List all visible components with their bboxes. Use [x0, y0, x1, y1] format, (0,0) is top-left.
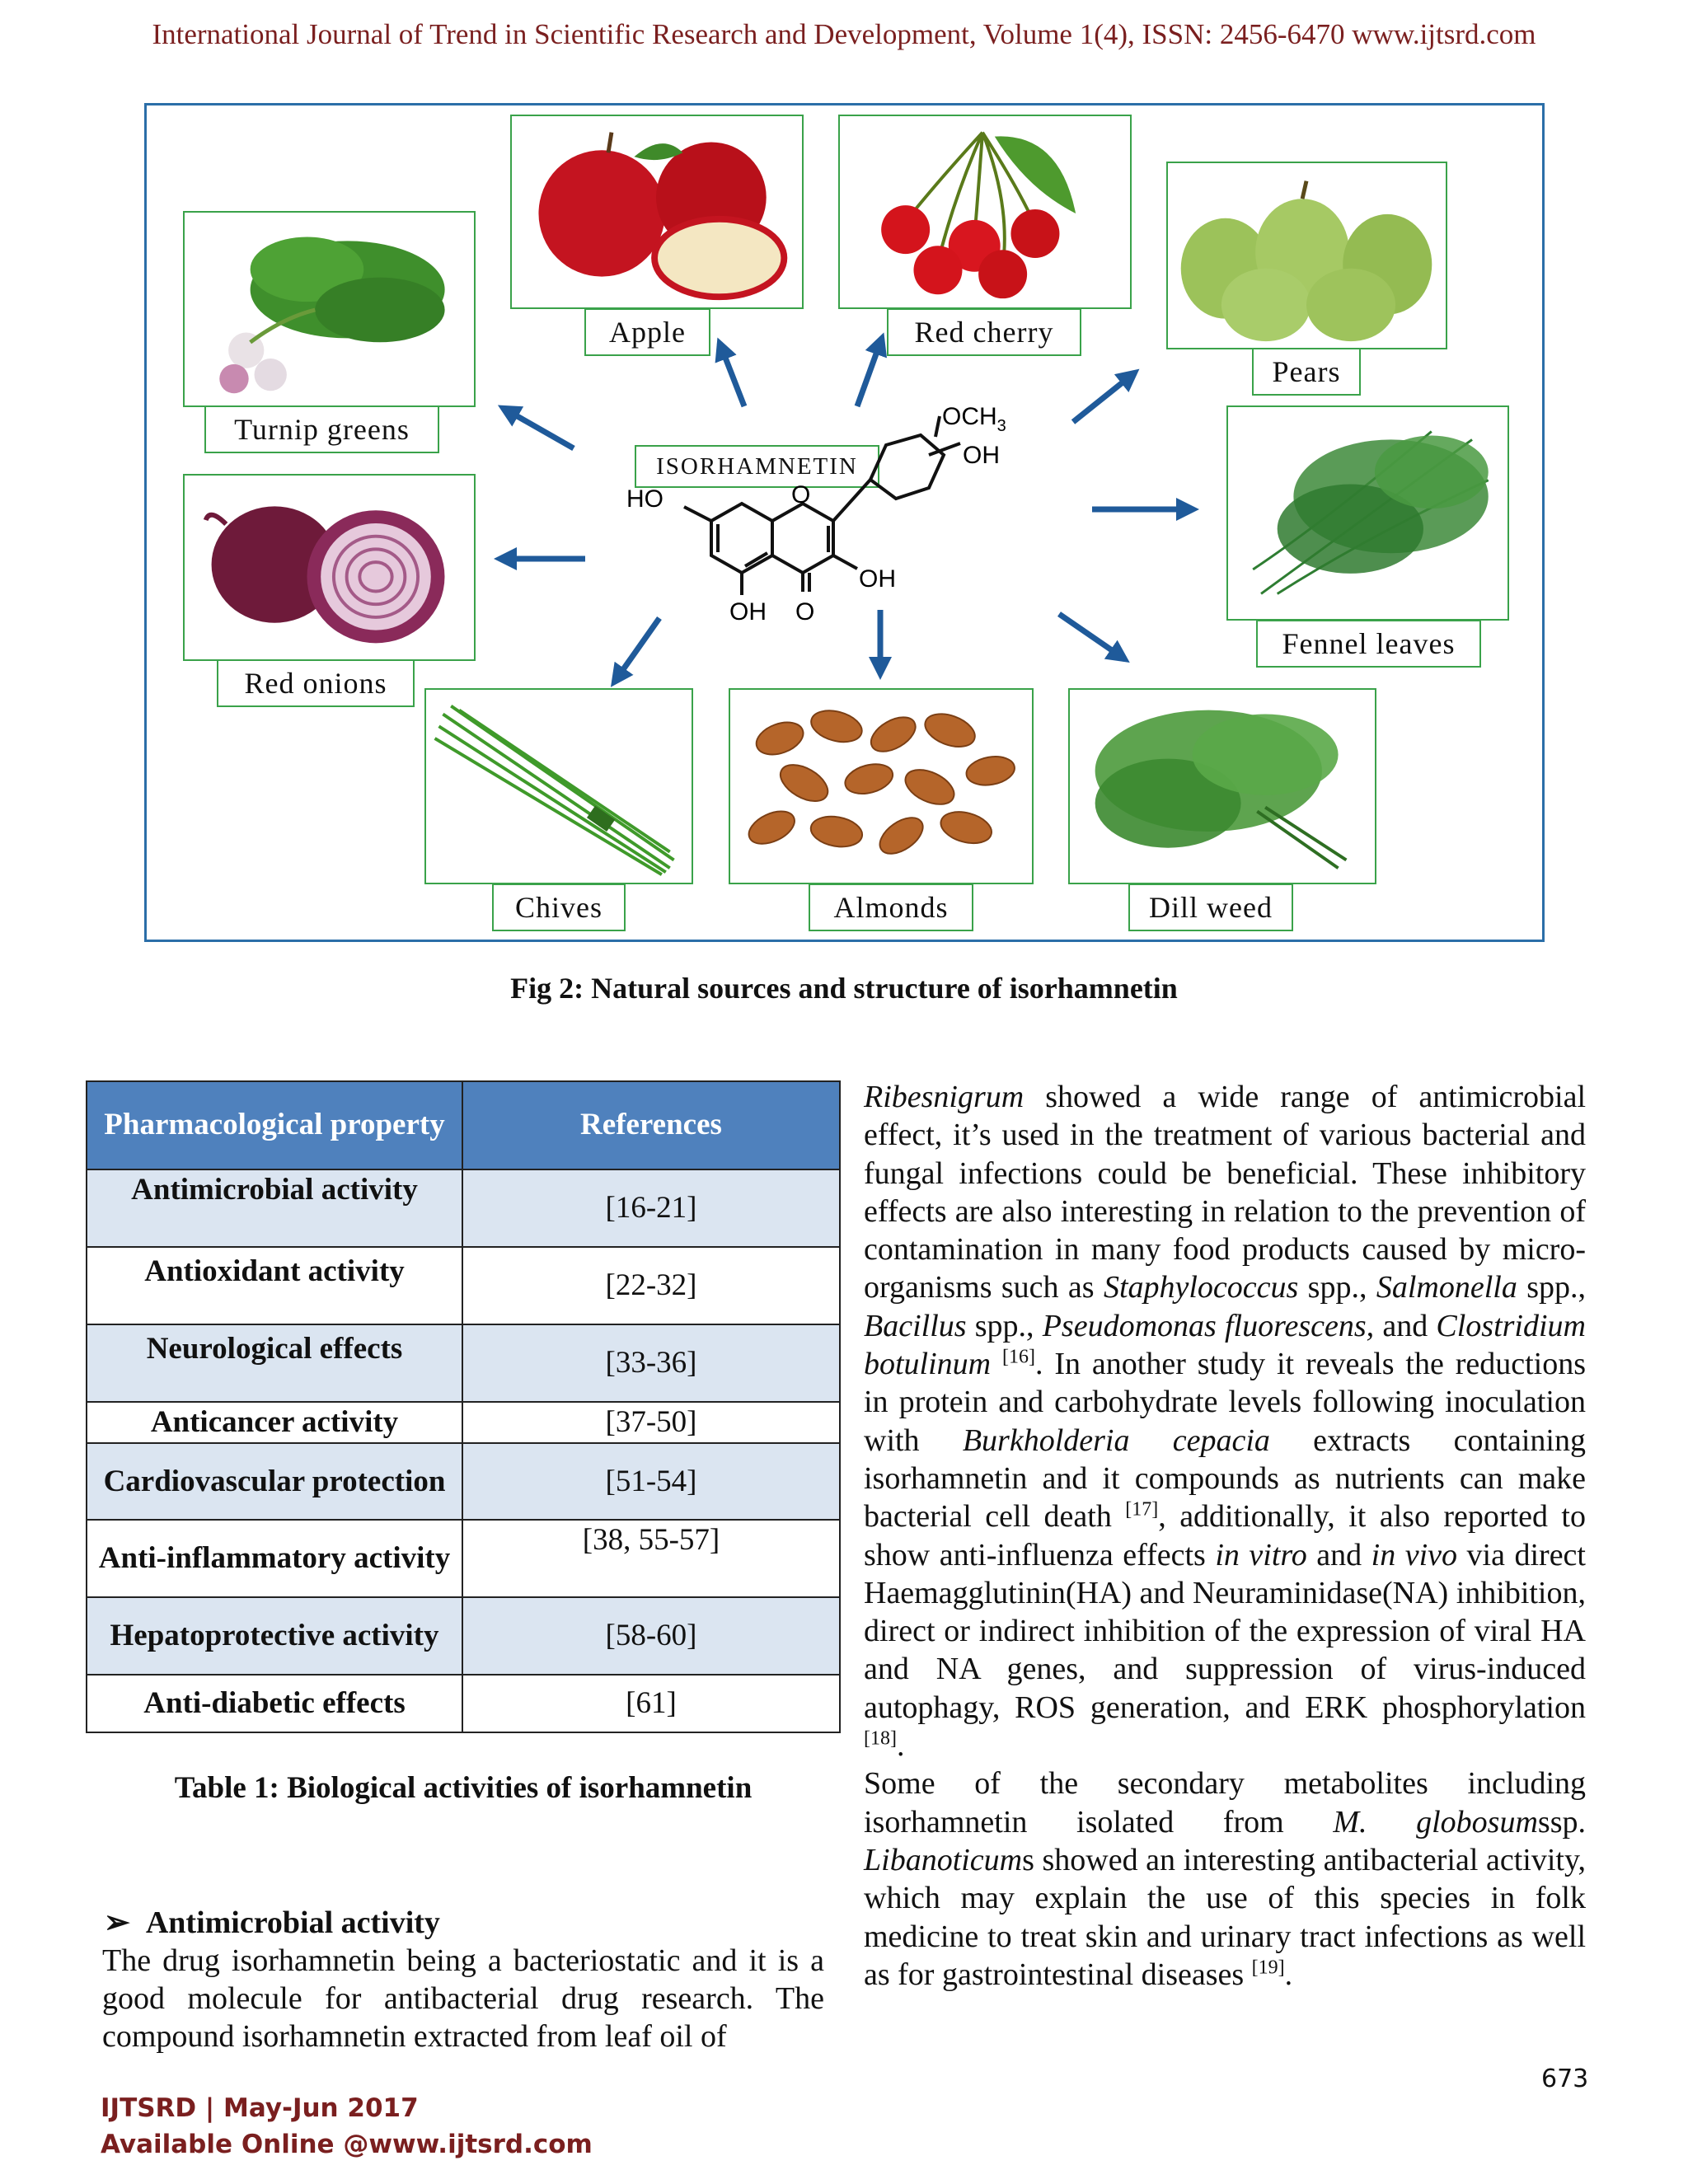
apple-image [510, 115, 804, 309]
arrow-to-apple [720, 343, 744, 406]
footer-line-2: Available Online @www.ijtsrd.com [101, 2130, 593, 2159]
page-number: 673 [1541, 2064, 1589, 2093]
table-cell-property: Antimicrobial activity [87, 1169, 462, 1247]
section-heading [104, 1904, 440, 1941]
table-cell-property: Antioxidant activity [87, 1247, 462, 1324]
footer-line-1: IJTSRD | May-Jun 2017 [101, 2093, 419, 2123]
table-cell-property: Anti-diabetic effects [87, 1675, 462, 1732]
table-cell-property: Anti-inflammatory activity [87, 1520, 462, 1597]
citation: [18] [864, 1727, 897, 1750]
isorhamnetin-structure [626, 404, 1088, 643]
table-row [87, 1169, 840, 1247]
table-row [87, 1402, 840, 1443]
table-row [87, 1324, 840, 1402]
right-column [864, 1078, 1586, 1994]
table-row [87, 1675, 840, 1732]
right-paragraph-2: Some of the secondary metabolites including isorhamnetin isolated from M. globosumssp. Libanoticums showed an interesting antibacterial activity, which may explain the use of this species in folk medicine to treat skin and urinary tract infections as well as for gastrointestinal diseases [19]. [864, 1766, 1586, 1992]
citation: [16] [1002, 1346, 1035, 1368]
label-dill-weed: Dill weed [1128, 883, 1293, 931]
section-heading-text: Antimicrobial activity [145, 1905, 440, 1940]
table-caption: Table 1: Biological activities of isorhamnetin [174, 1771, 753, 1805]
figure-caption: Fig 2: Natural sources and structure of isorhamnetin [510, 972, 1178, 1005]
table-cell-property: Hepatoprotective activity [87, 1597, 462, 1675]
dill-weed-image [1068, 688, 1376, 884]
fennel-leaves-image [1226, 405, 1509, 621]
table-row [87, 1247, 840, 1324]
label-red-cherry: Red cherry [887, 308, 1081, 356]
table-row [87, 1597, 840, 1675]
biological-activities-table [86, 1080, 841, 1733]
red-onions-image [183, 474, 476, 661]
label-turnip-greens: Turnip greens [204, 405, 439, 453]
table-cell-ref: [58-60] [462, 1597, 840, 1675]
table-cell-ref: [16-21] [462, 1169, 840, 1247]
label-oh-5: OH [729, 598, 767, 626]
molecule-name-box: ISORHAMNETIN [635, 445, 879, 488]
citation: [19] [1251, 1957, 1285, 1979]
table-cell-ref: [51-54] [462, 1443, 840, 1520]
right-paragraph-1: Ribesnigrum showed a wide range of antimicrobial effect, it’s used in the treatment of various bacterial and fungal infections could be beneficial. These inhibitory effects are also interesting in relation to the prevention of contamination in many food products caused by micro-organisms such as Staphylococcus spp., Salmonella spp., Bacillus spp., Pseudomonas fluorescens, and Clostridium botulinum [16]. In another study it reveals the reductions in protein and carbohydrate levels following inoculation with Burkholderia cepacia extracts containing isorhamnetin and it compounds as nutrients can make bacterial cell death [17], additionally, it also reported to show anti-influenza effects in vitro and in vivo via direct Haemagglutinin(HA) and Neuraminidase(NA) inhibition, direct or indirect inhibition of the expression of viral HA and NA genes, and suppression of virus-induced autophagy, ROS generation, and ERK phosphorylation [18]. [864, 1080, 1587, 1764]
red-cherry-image [838, 115, 1132, 309]
label-apple: Apple [584, 308, 710, 356]
label-almonds: Almonds [809, 883, 973, 931]
almonds-image [729, 688, 1034, 884]
table-header-row [87, 1081, 840, 1169]
label-oh-3: OH [859, 565, 896, 593]
table-cell-ref: [22-32] [462, 1247, 840, 1324]
table-cell-property: Cardiovascular protection [87, 1443, 462, 1520]
table-cell-property: Anticancer activity [87, 1402, 462, 1443]
turnip-greens-image [183, 211, 476, 407]
pears-image [1166, 162, 1447, 349]
label-ring-o: O [791, 481, 811, 509]
journal-header: International Journal of Trend in Scientific Research and Development, Volume 1(4), ISSN: 2456-6470 www.ijtsrd.com [152, 18, 1536, 50]
table-header-references: References [462, 1081, 840, 1169]
arrow-to-red-cherry [857, 338, 882, 406]
table-cell-ref: [37-50] [462, 1402, 840, 1443]
citation: [17] [1125, 1498, 1159, 1521]
bullet-arrow-icon: ➢ [104, 1905, 130, 1940]
table-cell-ref: [61] [462, 1675, 840, 1732]
label-chives: Chives [492, 883, 626, 931]
label-keto-o: O [795, 598, 815, 626]
label-ho: HO [626, 485, 663, 513]
table-header-property: Pharmacological property [87, 1081, 462, 1169]
label-fennel-leaves: Fennel leaves [1256, 620, 1481, 668]
table-cell-ref: [38, 55-57] [462, 1520, 840, 1597]
chives-image [424, 688, 693, 884]
table-row [87, 1520, 840, 1597]
label-red-onions: Red onions [217, 659, 415, 707]
left-paragraph: The drug isorhamnetin being a bacteriostatic and it is a good molecule for antibacterial drug research. The compound isorhamnetin extracted from leaf oil of [102, 1943, 824, 2054]
arrow-to-turnip-greens [503, 408, 574, 448]
label-pears: Pears [1252, 348, 1361, 396]
table-cell-property: Neurological effects [87, 1324, 462, 1402]
table-cell-ref: [33-36] [462, 1324, 840, 1402]
table-row [87, 1443, 840, 1520]
label-och3: $OCH_3$ [942, 404, 1006, 435]
label-oh-4p: OH [963, 442, 1000, 469]
